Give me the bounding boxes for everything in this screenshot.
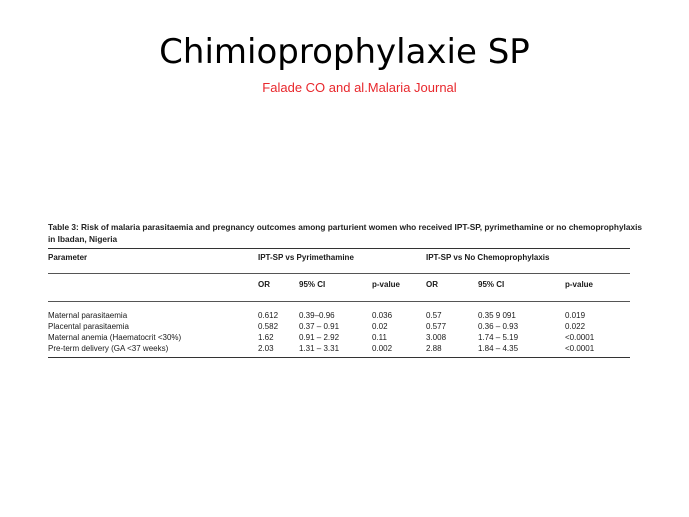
row-pvalue-1: 0.036 [372, 311, 393, 320]
row-ci-1: 0.91 – 2.92 [299, 333, 340, 342]
row-parameter: Placental parasitaemia [48, 322, 129, 331]
results-table-container [48, 248, 630, 358]
results-table [48, 248, 630, 358]
table-sub-header-row [48, 274, 630, 302]
table-caption: Table 3: Risk of malaria parasitaemia and pregnancy outcomes among parturient women who received IPT-SP, pyrimethamine or no chemoprophylaxis in Ibadan, Nigeria [48, 222, 643, 244]
table-spacer [48, 302, 630, 311]
sub-header-or-1: OR [258, 274, 299, 302]
group-header-pyrimethamine: IPT-SP vs Pyrimethamine [258, 249, 426, 274]
row-pvalue-1: 0.11 [372, 333, 387, 342]
row-ci-1: 0.37 – 0.91 [299, 322, 340, 331]
row-pvalue-2: <0.0001 [565, 343, 630, 358]
table-spacer-row [48, 302, 630, 311]
sub-header-ci-1: 95% CI [299, 274, 372, 302]
table-row [48, 321, 630, 332]
table-row [48, 343, 630, 358]
row-ci-1: 1.31 – 3.31 [299, 343, 372, 358]
row-pvalue-2: <0.0001 [565, 333, 595, 342]
row-pvalue-2: 0.022 [565, 322, 586, 331]
row-or-1: 2.03 [258, 343, 299, 358]
row-or-1: 1.62 [258, 333, 274, 342]
sub-header-blank [48, 274, 258, 302]
row-pvalue-1: 0.02 [372, 322, 388, 331]
row-ci-2: 1.84 – 4.35 [478, 343, 565, 358]
row-parameter: Maternal anemia (Haematocrit <30%) [48, 333, 182, 342]
row-pvalue-1: 0.002 [372, 343, 426, 358]
row-ci-2: 1.74 – 5.19 [478, 333, 519, 342]
row-parameter: Maternal parasitaemia [48, 311, 128, 320]
row-or-2: 0.57 [426, 311, 442, 320]
row-ci-1: 0.39–0.96 [299, 311, 335, 320]
table-group-header-row [48, 249, 630, 274]
row-or-1: 0.612 [258, 311, 279, 320]
parameter-header: Parameter [48, 249, 258, 274]
row-ci-2: 0.35 9 091 [478, 311, 516, 320]
row-or-2: 3.008 [426, 333, 447, 342]
sub-header-ci-2: 95% CI [478, 274, 565, 302]
slide-title: Chimioprophylaxie SP [159, 32, 530, 72]
row-pvalue-2: 0.019 [565, 311, 586, 320]
sub-header-pvalue-2: p-value [565, 274, 630, 302]
slide-subtitle: Falade CO and al.Malaria Journal [262, 80, 457, 95]
row-ci-2: 0.36 – 0.93 [478, 322, 519, 331]
table-row [48, 310, 630, 321]
sub-header-or-2: OR [426, 274, 478, 302]
row-or-2: 0.577 [426, 322, 447, 331]
row-parameter: Pre-term delivery (GA <37 weeks) [48, 343, 258, 358]
group-header-no-chemoprophylaxis: IPT-SP vs No Chemoprophylaxis [426, 249, 630, 274]
sub-header-pvalue-1: p-value [372, 274, 426, 302]
row-or-2: 2.88 [426, 343, 478, 358]
table-row [48, 332, 630, 343]
row-or-1: 0.582 [258, 322, 279, 331]
